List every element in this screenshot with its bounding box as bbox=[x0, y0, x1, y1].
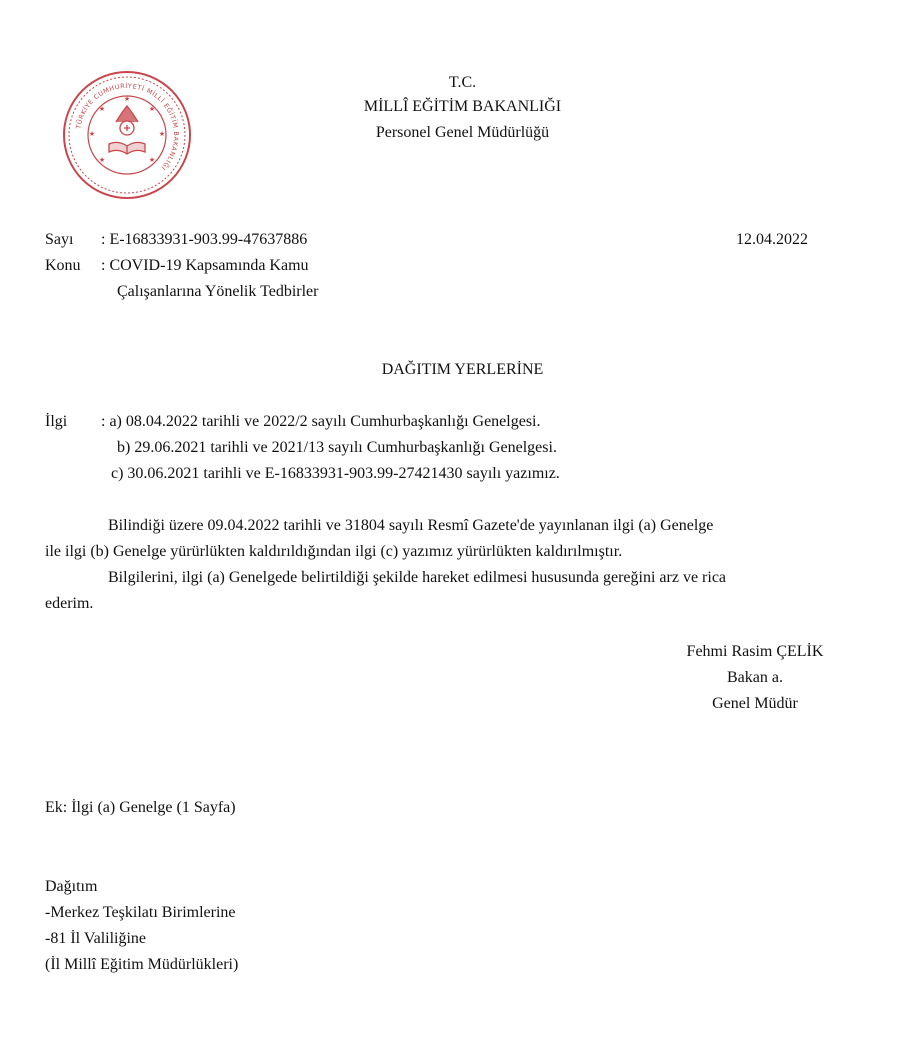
signatory-name: Fehmi Rasim ÇELİK bbox=[686, 643, 824, 660]
konu-value-line1: : COVID-19 Kapsamında Kamu bbox=[101, 257, 309, 274]
body-paragraph-1-line-2: ile ilgi (b) Genelge yürürlükten kaldırıldığından ilgi (c) yazımız yürürlükten kaldırılmıştır. bbox=[45, 543, 623, 560]
ilgi-item-c: c) 30.06.2021 tarihli ve E-16833931-903.99-27421430 sayılı yazımız. bbox=[111, 465, 560, 482]
signatory-title-1: Bakan a. bbox=[727, 669, 783, 686]
body-paragraph-1-line-1: Bilindiği üzere 09.04.2022 tarihli ve 31804 sayılı Resmî Gazete'de yayınlanan ilgi (a) Genelge bbox=[108, 517, 714, 534]
body-paragraph-2-line-1: Bilgilerini, ilgi (a) Genelgede belirtildiği şekilde hareket edilmesi hususunda gereğini arz ve rica bbox=[108, 569, 727, 586]
svg-text:★: ★ bbox=[148, 156, 156, 164]
svg-text:★: ★ bbox=[98, 156, 106, 164]
svg-text:★: ★ bbox=[123, 95, 131, 103]
signatory-title-2: Genel Müdür bbox=[712, 695, 798, 712]
attachment-note: Ek: İlgi (a) Genelge (1 Sayfa) bbox=[45, 799, 236, 816]
document-date: 12.04.2022 bbox=[736, 231, 808, 248]
seal-ring-text: TÜRKİYE CUMHURİYETİ MİLLÎ EĞİTİM BAKANLIĞI bbox=[74, 81, 181, 172]
distribution-item: -Merkez Teşkilatı Birimlerine bbox=[45, 904, 236, 921]
konu-value-line2: Çalışanlarına Yönelik Tedbirler bbox=[117, 283, 319, 300]
ilgi-label: İlgi bbox=[45, 413, 68, 430]
svg-text:★: ★ bbox=[148, 105, 156, 113]
sayi-label: Sayı bbox=[45, 231, 74, 248]
ilgi-item-a: : a) 08.04.2022 tarihli ve 2022/2 sayılı Cumhurbaşkanlığı Genelgesi. bbox=[101, 413, 541, 430]
ilgi-item-b: b) 29.06.2021 tarihli ve 2021/13 sayılı Cumhurbaşkanlığı Genelgesi. bbox=[117, 439, 557, 456]
svg-text:★: ★ bbox=[98, 105, 106, 113]
sayi-value: : E-16833931-903.99-47637886 bbox=[101, 231, 308, 248]
distribution-title: Dağıtım bbox=[45, 878, 98, 895]
header-department: Personel Genel Müdürlüğü bbox=[375, 124, 550, 141]
svg-text:★: ★ bbox=[88, 130, 96, 138]
body-paragraph-2-line-2: ederim. bbox=[45, 595, 94, 612]
konu-label: Konu bbox=[45, 257, 81, 274]
header-tc: T.C. bbox=[448, 74, 477, 91]
recipient-heading: DAĞITIM YERLERİNE bbox=[381, 361, 544, 378]
header-ministry-name: MİLLÎ EĞİTİM BAKANLIĞI bbox=[363, 98, 562, 115]
distribution-item: (İl Millî Eğitim Müdürlükleri) bbox=[45, 956, 239, 973]
svg-text:★: ★ bbox=[158, 130, 166, 138]
distribution-item: -81 İl Valiliğine bbox=[45, 930, 147, 947]
